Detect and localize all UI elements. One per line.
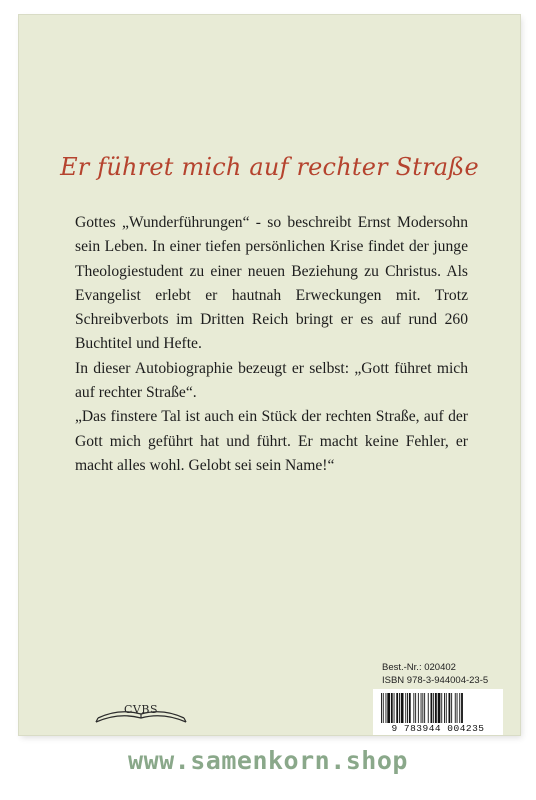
isbn-label: ISBN 978-3-944004-23-5 — [382, 675, 489, 686]
barcode — [373, 689, 503, 735]
book-title: Er führet mich auf rechter Straße — [60, 153, 479, 181]
blurb-paragraph: „Das finstere Tal ist auch ein Stück der rechten Straße, auf der Gott mich geführt hat und führt. Er macht keine Fehler, er macht alles wohl. Gelobt sei sein Name!“ — [75, 408, 468, 474]
barcode-digits: 9 783944 004235 — [391, 723, 485, 734]
blurb-paragraph: In dieser Autobiographie bezeugt er selbst: „Gott führet mich auf rechter Straße“. — [75, 359, 468, 402]
publisher-logo-text: CVBS — [124, 703, 158, 716]
blurb-paragraph: Gottes „Wunderführungen“ - so beschreibt Ernst Modersohn sein Leben. In einer tiefen persönlichen Krise findet der junge Theologiestudent zu einer neuen Beziehung zu Christus. Als Evangelist erlebt er hautnah Erweckungen mit. Trotz Schreibverbots im Dritten Reich bringt er es auf rund 260 Buchtitel und Hefte. — [75, 214, 468, 353]
book-back-cover — [19, 15, 520, 735]
publisher-logo — [95, 698, 187, 726]
watermark-url: www.samenkorn.shop — [128, 746, 408, 775]
order-number: Best.-Nr.: 020402 — [382, 662, 456, 673]
blurb-text — [75, 211, 468, 478]
barcode-bars — [381, 693, 495, 723]
